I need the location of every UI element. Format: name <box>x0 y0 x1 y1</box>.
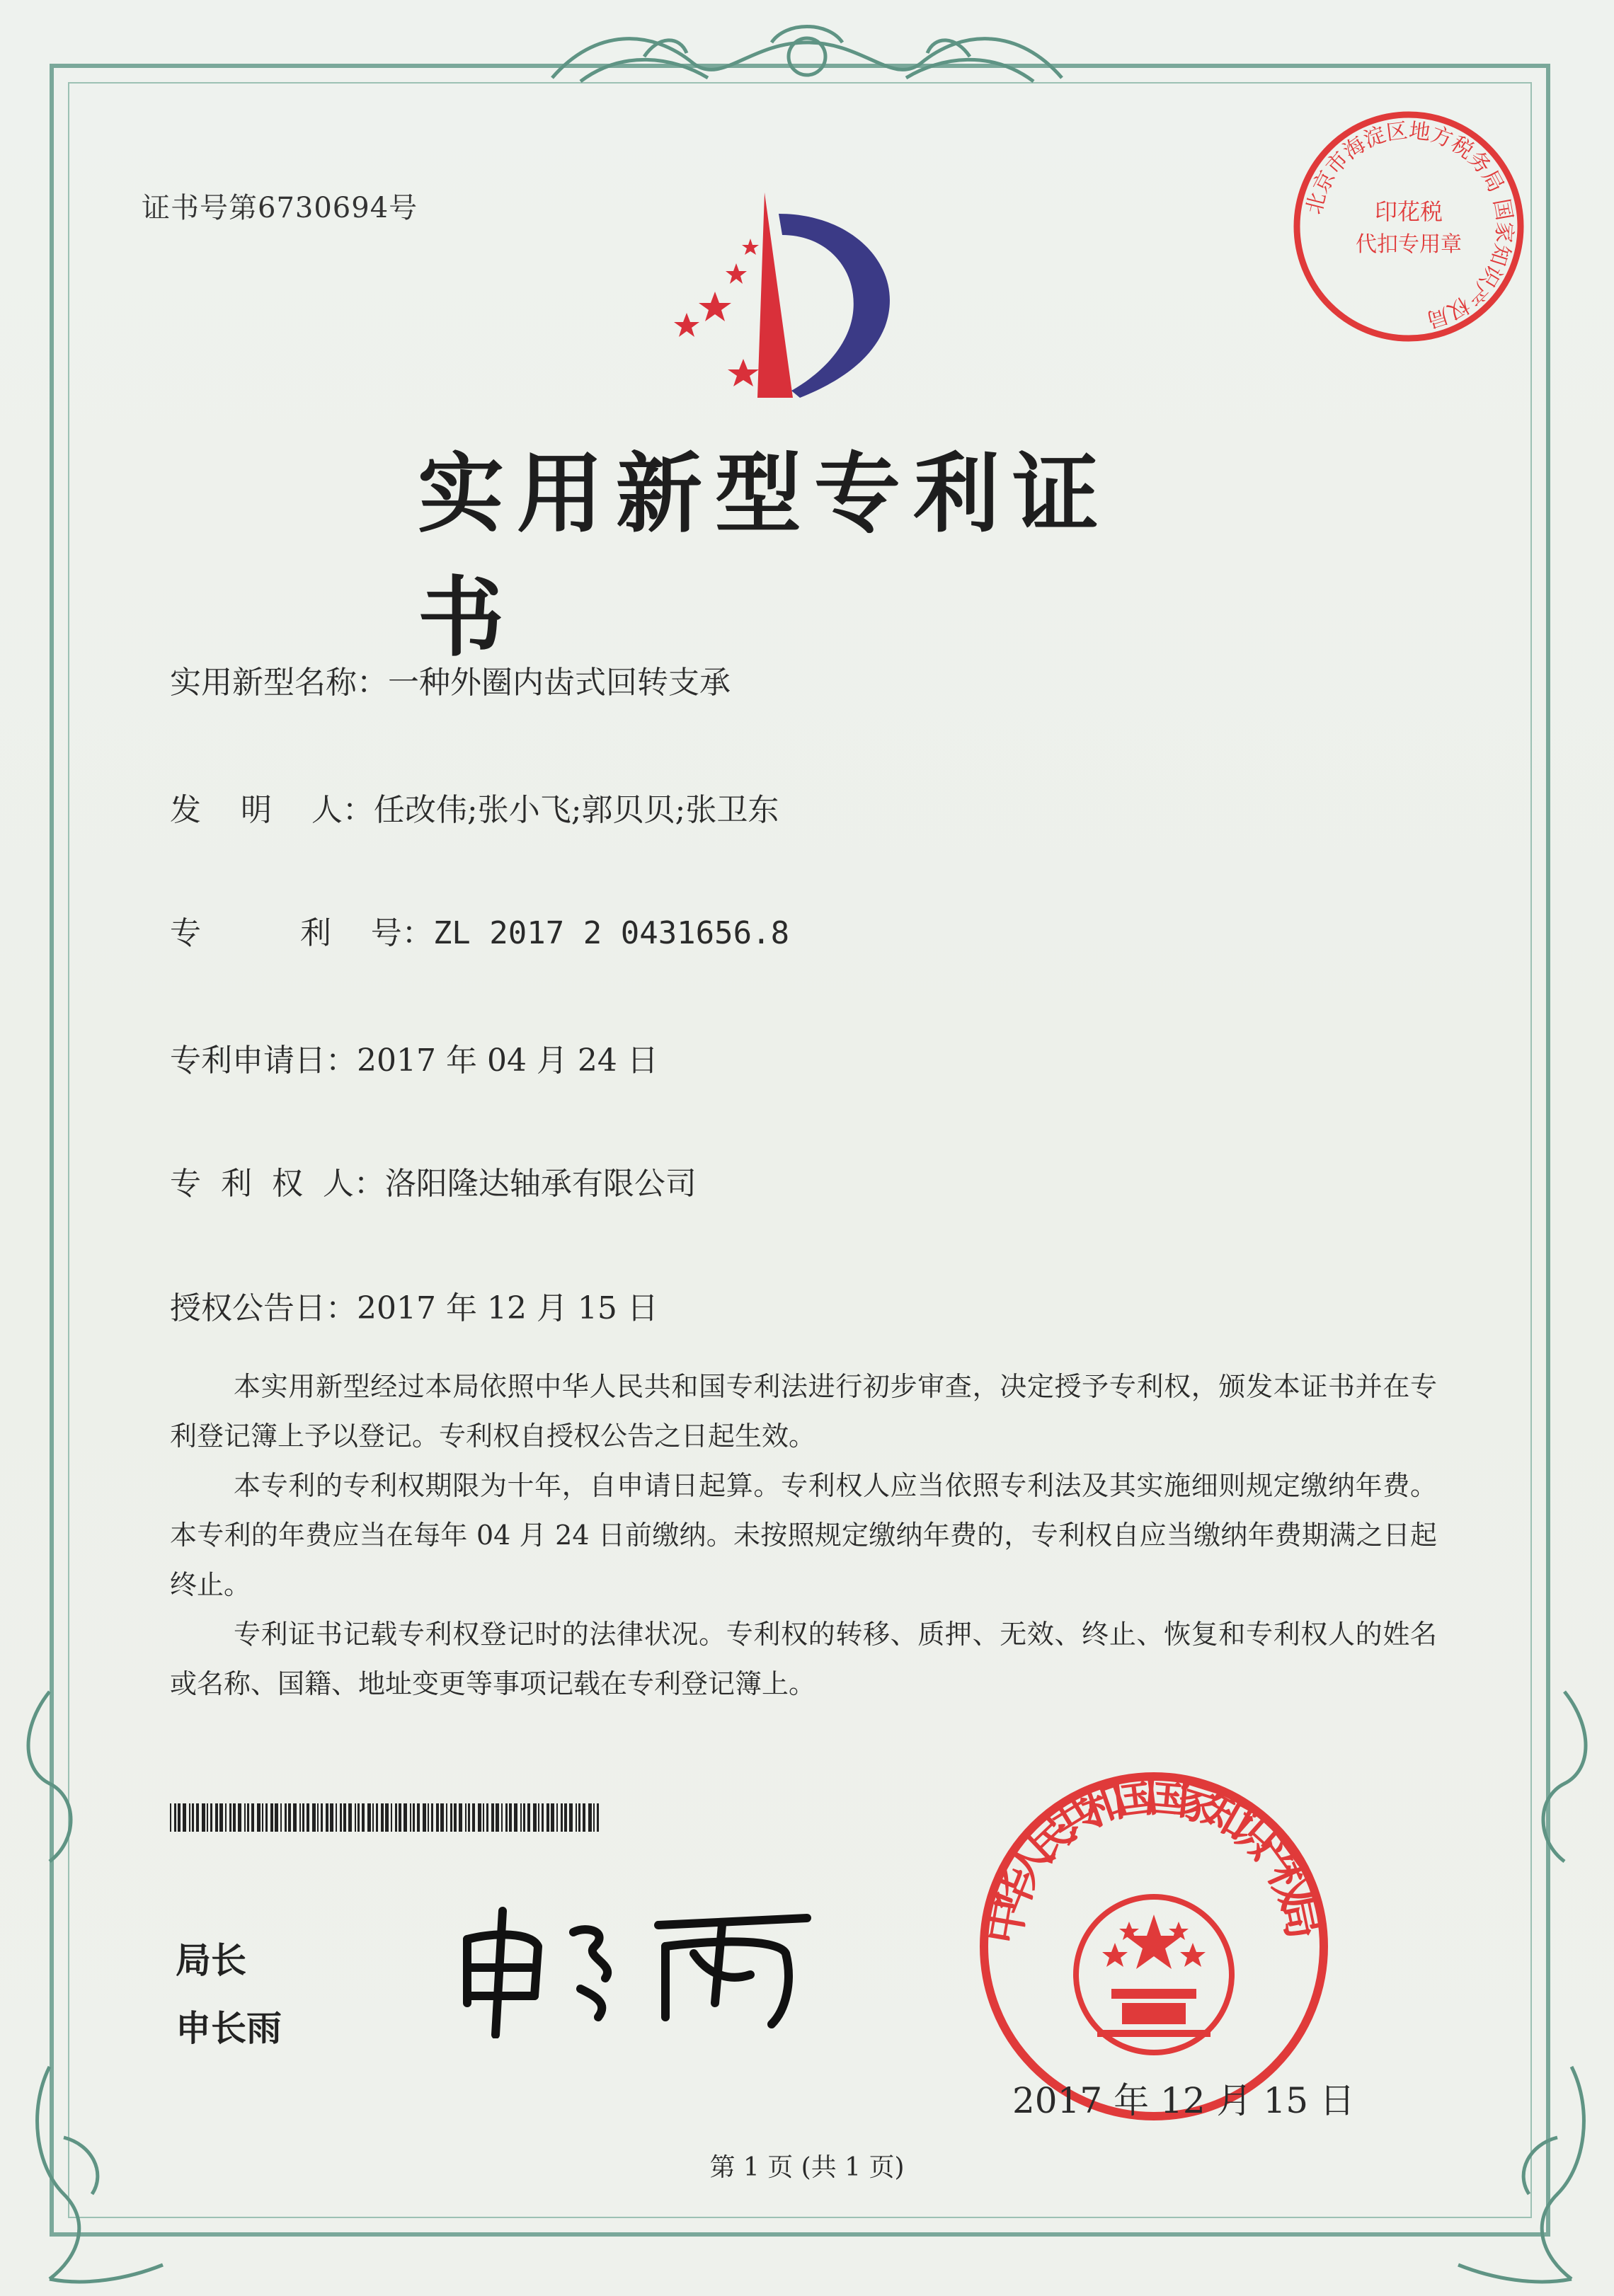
body-paragraph-1: 本实用新型经过本局依照中华人民共和国专利法进行初步审查，决定授予专利权，颁发本证书并在专利登记簿上予以登记。专利权自授权公告之日起生效。 <box>170 1371 1437 1452</box>
top-ornament <box>538 14 1076 99</box>
field-inventors <box>170 784 779 830</box>
tax-stamp-center-line-2: 代扣专用章 <box>1356 232 1462 257</box>
page-number: 第 1 页 (共 1 页) <box>709 2153 905 2182</box>
certificate-number <box>142 185 418 226</box>
certificate-body <box>170 1362 1437 1709</box>
field-patent-number <box>170 907 789 953</box>
field-grant-date <box>170 1282 658 1328</box>
national-emblem-icon <box>1076 1897 1232 2053</box>
tax-stamp-center-line-1: 印花税 <box>1374 198 1443 225</box>
field-value: 任改伟;张小飞;郭贝贝;张卫东 <box>373 792 779 828</box>
field-patentee <box>170 1158 697 1203</box>
field-label: 发 明 人： <box>170 792 374 828</box>
field-value: 2017 年 04 月 24 日 <box>357 1043 658 1079</box>
director-name: 申长雨 <box>176 2008 282 2049</box>
certificate-number-value: 6730694 <box>258 192 389 224</box>
field-value: 洛阳隆达轴承有限公司 <box>384 1166 697 1202</box>
tax-stamp-ring-text: 北京市海淀区地方税务局 国家知识产权局 <box>1301 118 1517 333</box>
field-label: 授权公告日： <box>170 1290 357 1326</box>
field-label: 专 利 权 人： <box>170 1166 385 1202</box>
field-utility-model-name <box>170 657 731 702</box>
certificate-title: 实用新型专利证书 <box>418 444 1111 668</box>
patent-office-logo <box>672 185 927 412</box>
field-value: 2017 年 12 月 15 日 <box>357 1290 658 1326</box>
office-seal-ring-text: 中华人民共和国国家知识产权局 <box>977 1769 1331 1948</box>
director-signature <box>453 1897 821 2038</box>
field-label: 实用新型名称： <box>170 665 388 701</box>
director-title: 局长 <box>176 1940 246 1981</box>
field-label: 专 利 号： <box>170 915 433 951</box>
field-application-date <box>170 1035 658 1080</box>
barcode <box>170 1803 602 1832</box>
corner-ornament-right-mid <box>1522 1684 1607 1869</box>
tax-stamp-seal <box>1281 106 1536 347</box>
field-value: 一种外圈内齿式回转支承 <box>388 665 731 701</box>
body-paragraph-3: 专利证书记载专利权登记时的法律状况。专利权的转移、质押、无效、终止、恢复和专利权人的姓名或名称、国籍、地址变更等事项记载在专利登记簿上。 <box>170 1619 1437 1699</box>
certificate-number-suffix: 号 <box>389 192 418 224</box>
body-paragraph-2: 本专利的专利权期限为十年，自申请日起算。专利权人应当依照专利法及其实施细则规定缴纳年费。本专利的年费应当在每年 04 月 24 日前缴纳。未按照规定缴纳年费的，专利权自应当缴纳年费期满之日起终止。 <box>170 1470 1437 1600</box>
field-value: ZL 2017 2 0431656.8 <box>433 915 790 951</box>
certificate-number-prefix: 证书号第 <box>142 192 258 224</box>
field-label: 专利申请日： <box>170 1043 357 1079</box>
issue-date: 2017 年 12 月 15 日 <box>1012 2080 1355 2121</box>
corner-ornament-left-mid <box>7 1684 92 1869</box>
